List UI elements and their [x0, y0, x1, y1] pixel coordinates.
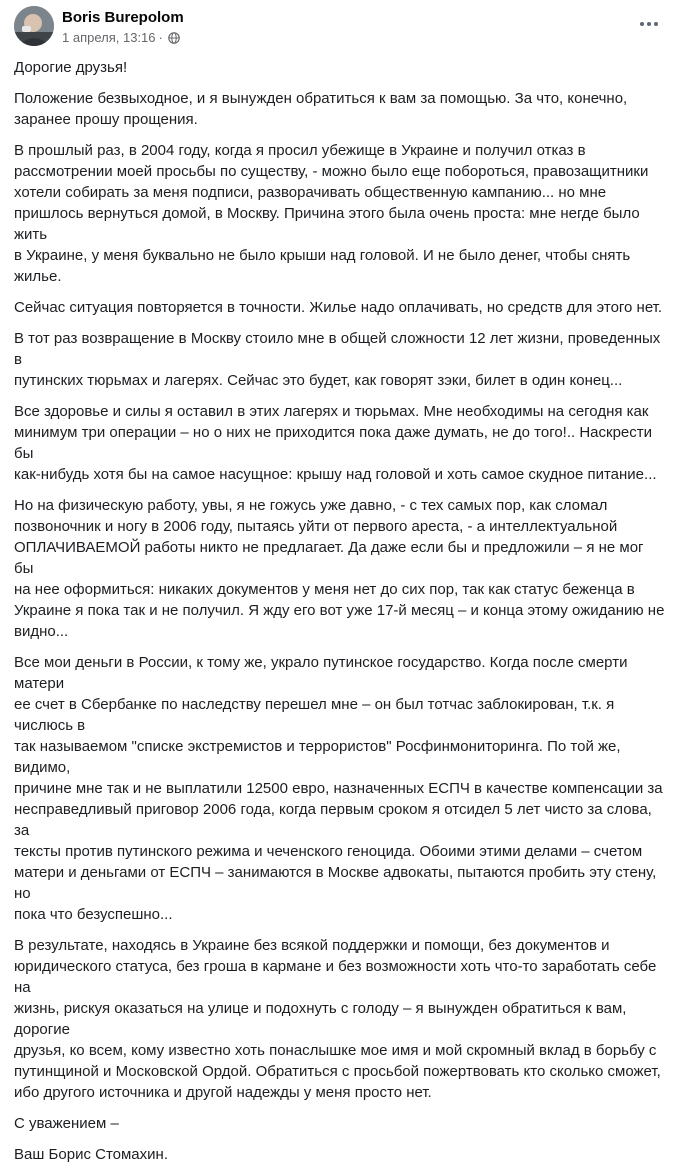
avatar[interactable]	[14, 6, 54, 46]
more-options-button[interactable]	[631, 10, 667, 38]
post-paragraph: Ваш Борис Стомахин.	[14, 1146, 168, 1163]
author-name[interactable]: Boris Burepolom	[62, 9, 184, 26]
post-paragraph: В результате, находясь в Украине без всякой поддержки и помощи, без документов и юридического статуса, без гроша в кармане и без возможности хоть что-то заработать себе на жизнь, рискуя оказаться на улице и подохнуть с голоду – я вынужден обратиться к вам, дорогие друзья, ко всем, кому известно хоть понаслышке мое имя и мой скромный вклад в борьбу с путинщиной и Московской Ордой. Обратиться с просьбой пожертвовать кто сколько сможет, ибо другого источника и другой надежды у меня просто нет.	[14, 937, 661, 1101]
post-paragraph: В прошлый раз, в 2004 году, когда я просил убежище в Украине и получил отказ в рассмотрении моей просьбы по существу, - можно было еще побороться, правозащитники хотели собирать за меня подписи, разворачивать общественную кампанию... но мне пришлось вернуться домой, в Москву. Причина этого была очень проста: мне негде было жить в Украине, у меня буквально не было крыши над головой. И не было денег, чтобы снять жилье.	[14, 142, 649, 285]
post-paragraph: Дорогие друзья!	[14, 59, 128, 76]
post-paragraph: Но на физическую работу, увы, я не гожусь уже давно, - с тех самых пор, как сломал позвоночник и ногу в 2006 году, пытаясь уйти от первого ареста, - а интеллектуальной ОПЛАЧИВАЕМОЙ работы никто не предлагает. Да даже если бы и предложили – я не мог бы на нее оформиться: никаких документов у меня нет до сих пор, так как статус беженца в Украине я пока так и не получил. Я жду его вот уже 17-й месяц – и конца этому ожиданию не видно...	[14, 497, 665, 640]
post-paragraph: С уважением –	[14, 1115, 119, 1132]
post-header	[14, 6, 667, 52]
globe-icon	[168, 32, 180, 44]
post-paragraph: Все мои деньги в России, к тому же, украло путинское государство. Когда после смерти матери ее счет в Сбербанке по наследству перешел мне – он был тотчас заблокирован, т.к. я числюсь в так называемом "списке экстремистов и террористов" Росфинмониторинга. По той же, видимо, причине мне так и не выплатили 12500 евро, назначенных ЕСПЧ в качестве компенсации за несправедливый приговор 2006 года, когда первым сроком я отсидел 5 лет чисто за слова, за тексты против путинского режима и чеченского геноцида. Обоими этими делами – счетом матери и деньгами от ЕСПЧ – занимаются в Москве адвокаты, пытаются пробить эту стену, но пока что безуспешно...	[14, 654, 663, 923]
post-paragraph: Сейчас ситуация повторяется в точности. Жилье надо оплачивать, но средств для этого нет.	[14, 299, 663, 316]
post-paragraph: В тот раз возвращение в Москву стоило мне в общей сложности 12 лет жизни, проведенных в путинских тюрьмах и лагерях. Сейчас это будет, как говорят зэки, билет в один конец...	[14, 330, 661, 389]
post-text	[14, 57, 666, 1175]
post-meta	[62, 30, 180, 45]
more-dots-icon	[654, 22, 658, 26]
more-dots-icon	[640, 22, 644, 26]
meta-separator: ·	[158, 30, 163, 45]
more-dots-icon	[647, 22, 651, 26]
post-paragraph: Положение безвыходное, и я вынужден обратиться к вам за помощью. За что, конечно, заранее прошу прощения.	[14, 90, 628, 128]
post-date[interactable]: 1 апреля, 13:16	[62, 30, 156, 45]
post-paragraph: Все здоровье и силы я оставил в этих лагерях и тюрьмах. Мне необходимы на сегодня как минимум три операции – но о них не приходится пока даже думать, не до того!.. Наскрести бы как-нибудь хотя бы на самое насущное: крышу над головой и хоть самое скудное питание...	[14, 403, 657, 483]
avatar-photo	[14, 6, 54, 46]
